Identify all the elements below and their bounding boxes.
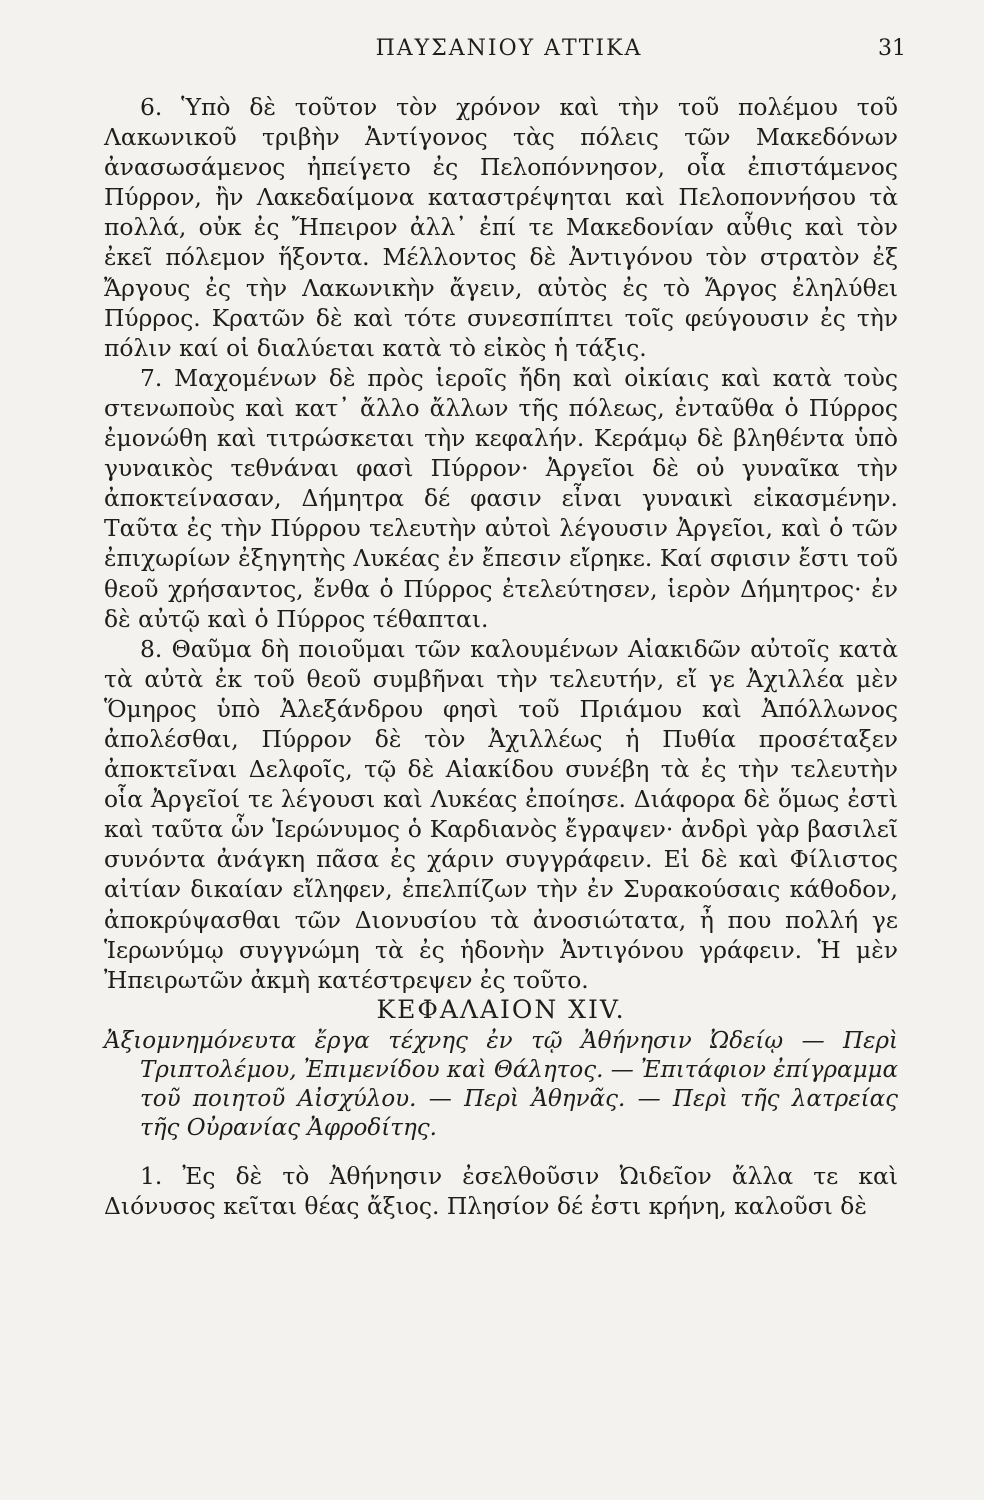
paragraph-7: 7. Μαχομένων δὲ πρὸς ἱεροῖς ἤδη καὶ οἰκίαις καὶ κατὰ τοὺς στενωποὺς καὶ κατ᾽ ἄλλο ἄλλων τῆς πόλεως, ἐνταῦθα ὁ Πύρρος ἐμονώθη καὶ τιτρώσκεται τὴν κεφαλήν. Κεράμῳ δὲ βληθέντα ὑπὸ γυναικὸς τεθνάναι φασὶ Πύρρον· Ἀργεῖοι δὲ οὐ γυναῖκα τὴν ἀποκτείνασαν, Δήμητρα δέ φασιν εἶναι γυναικὶ εἰκασμένην. Ταῦτα ἐς τὴν Πύρρου τελευτὴν αὐτοὶ λέγουσιν Ἀργεῖοι, καὶ ὁ τῶν ἐπιχωρίων ἐξηγητὴς Λυκέας ἐν ἔπεσιν εἴρηκε. Καί σφισιν ἔστι τοῦ θεοῦ χρήσαντος, ἔνθα ὁ Πύρρος ἐτελεύτησεν, ἱερὸν Δήμητρος· ἐν δὲ αὐτῷ καὶ ὁ Πύρρος τέθαπται. (104, 363, 898, 633)
body-text (104, 92, 898, 1221)
chapter-summary: Ἀξιομνημόνευτα ἔργα τέχνης ἐν τῷ Ἀθήνησιν Ὠδείῳ — Περὶ Τριπτολέμου, Ἐπιμενίδου καὶ Θάλητος. — Ἐπιτάφιον ἐπίγραμμα τοῦ ποιητοῦ Αἰσχύλου. — Περὶ Ἀθηνᾶς. — Περὶ τῆς λατρείας τῆς Οὐρανίας Ἀφροδίτης. (104, 1027, 898, 1141)
page-header (104, 36, 914, 66)
running-title: ΠΑΥΣΑΝΙΟΥ ΑΤΤΙΚΑ (375, 36, 643, 61)
page-number: 31 (878, 36, 906, 61)
chapter-paragraph-1: 1. Ἐς δὲ τὸ Ἀθήνησιν ἐσελθοῦσιν Ὠιδεῖον ἄλλα τε καὶ Διόνυσος κεῖται θέας ἄξιος. Πλησίον δέ ἐστι κρήνη, καλοῦσι δὲ (104, 1161, 898, 1220)
paragraph-8: 8. Θαῦμα δὴ ποιοῦμαι τῶν καλουμένων Αἰακιδῶν αὐτοῖς κατὰ τὰ αὐτὰ ἐκ τοῦ θεοῦ συμβῆναι τὴν τελευτήν, εἴ γε Ἀχιλλέα μὲν Ὅμηρος ὑπὸ Ἀλεξάνδρου φησὶ τοῦ Πριάμου καὶ Ἀπόλλωνος ἀπολέσθαι, Πύρρον δὲ τὸν Ἀχιλλέως ἡ Πυθία προσέταξεν ἀποκτεῖναι Δελφοῖς, τῷ δὲ Αἰακίδου συνέβη τὰ ἐς τὴν τελευτὴν οἷα Ἀργεῖοί τε λέγουσι καὶ Λυκέας ἐποίησε. Διάφορα δὲ ὅμως ἐστὶ καὶ ταῦτα ὧν Ἱερώνυμος ὁ Καρδιανὸς ἔγραψεν· ἀνδρὶ γὰρ βασιλεῖ συνόντα ἀνάγκη πᾶσα ἐς χάριν συγγράφειν. Εἰ δὲ καὶ Φίλιστος αἰτίαν δικαίαν εἴληφεν, ἐπελπίζων τὴν ἐν Συρακούσαις κάθοδον, ἀποκρύψασθαι τῶν Διονυσίου τὰ ἀνοσιώτατα, ἦ που πολλή γε Ἱερωνύμῳ συγγνώμη τὰ ἐς ἡδονὴν Ἀντιγόνου γράφειν. Ἡ μὲν Ἠπειρωτῶν ἀκμὴ κατέστρεψεν ἐς τοῦτο. (104, 634, 898, 994)
paragraph-6: 6. Ὑπὸ δὲ τοῦτον τὸν χρόνον καὶ τὴν τοῦ πολέμου τοῦ Λακωνικοῦ τριβὴν Ἀντίγονος τὰς πόλεις τῶν Μακεδόνων ἀνασωσάμενος ἠπείγετο ἐς Πελοπόννησον, οἷα ἐπιστάμενος Πύρρον, ἢν Λακεδαίμονα καταστρέψηται καὶ Πελοποννήσου τὰ πολλά, οὐκ ἐς Ἤπειρον ἀλλ᾽ ἐπί τε Μακεδονίαν αὖθις καὶ τὸν ἐκεῖ πόλεμον ἥξοντα. Μέλλοντος δὲ Ἀντιγόνου τὸν στρατὸν ἐξ Ἄργους ἐς τὴν Λακωνικὴν ἄγειν, αὐτὸς ἐς τὸ Ἄργος ἐληλύθει Πύρρος. Κρατῶν δὲ καὶ τότε συνεσπίπτει τοῖς φεύγουσιν ἐς τὴν πόλιν καί οἱ διαλύεται κατὰ τὸ εἰκὸς ἡ τάξις. (104, 93, 898, 362)
chapter-heading: ΚΕΦΑΛΑΙΟΝ XIV. (376, 994, 626, 1024)
